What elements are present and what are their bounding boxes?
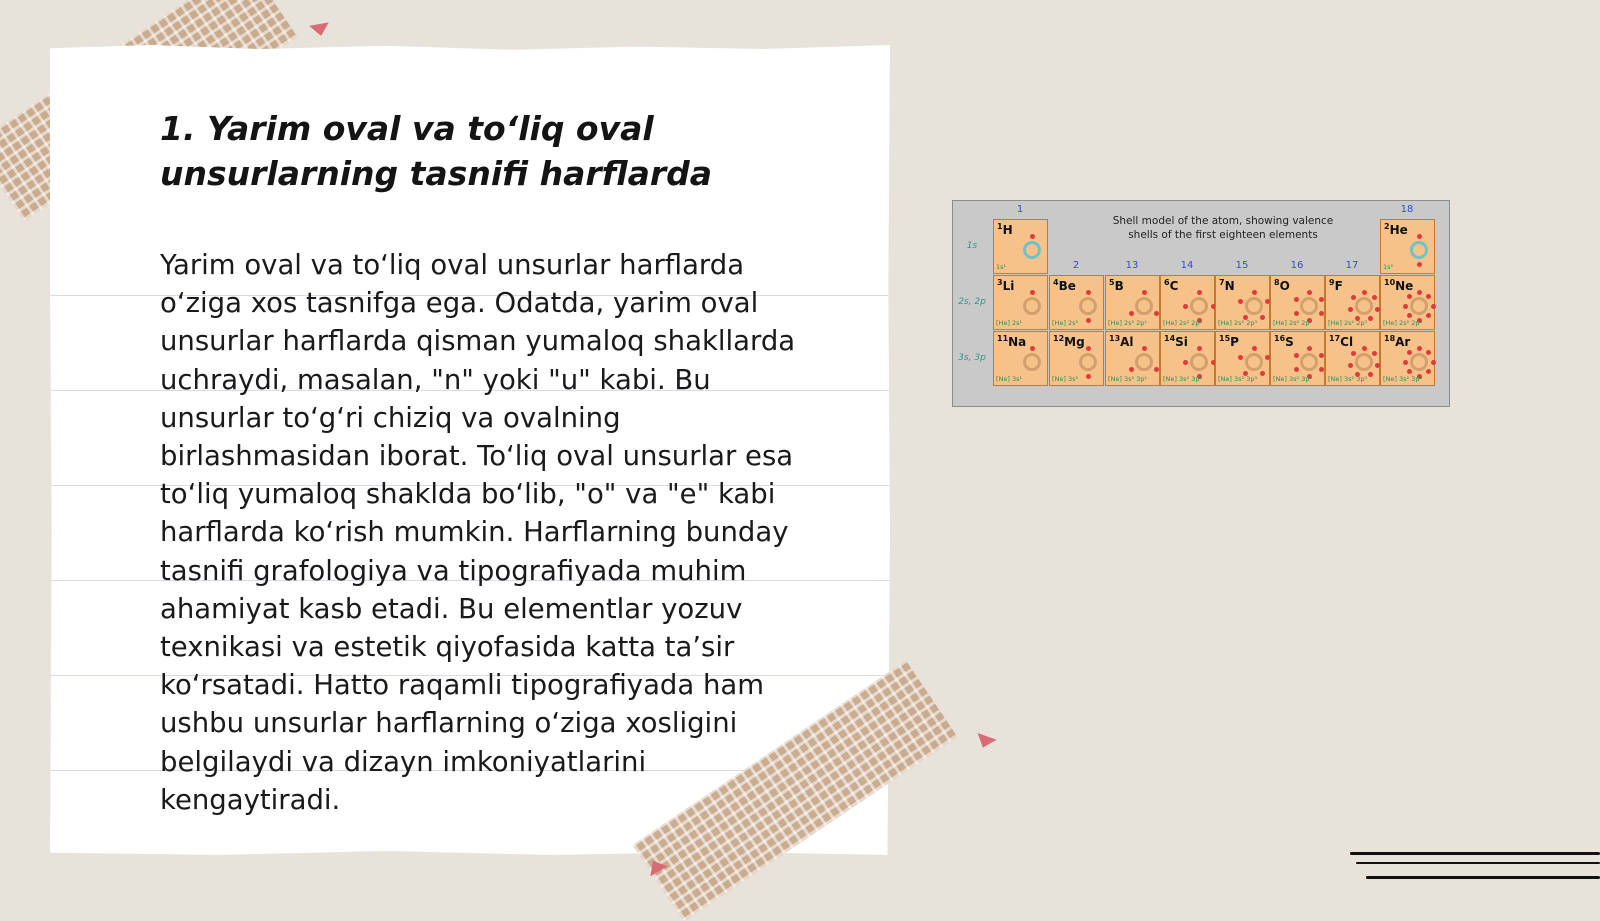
valence-electron-dot [1030,234,1035,239]
element-cell [1049,331,1104,386]
element-symbol: $^{17}$Cl [1329,334,1354,349]
element-symbol: $^{15}$P [1219,334,1239,349]
electron-configuration: [He] 2s² 2p⁴ [1273,319,1313,327]
valence-electron-dot [1431,304,1436,309]
valence-electron-dot [1319,367,1324,372]
valence-electron-dot [1086,318,1091,323]
inner-shell-ring [1023,297,1041,315]
valence-electron-dot [1426,350,1431,355]
valence-electron-dot [1407,294,1412,299]
valence-electron-dot [1362,290,1367,295]
group-number-label: 18 [1400,204,1414,215]
valence-electron-dot [1294,367,1299,372]
valence-electron-dot [1154,311,1159,316]
element-symbol: $^9$F [1329,278,1343,293]
element-symbol: $^{18}$Ar [1384,334,1411,349]
valence-electron-dot [1348,307,1353,312]
element-cell [1160,331,1215,386]
valence-electron-dot [1238,299,1243,304]
inner-shell-ring [1079,353,1097,371]
valence-electron-dot [1426,369,1431,374]
valence-electron-dot [1407,350,1412,355]
valence-electron-dot [1368,316,1373,321]
electron-configuration: [Ne] 3s² 3p⁴ [1273,375,1313,383]
valence-electron-dot [1403,360,1408,365]
inner-shell-ring [1410,241,1428,259]
electron-configuration: [Ne] 3s¹ [996,375,1023,383]
valence-electron-dot [1407,369,1412,374]
element-symbol: $^7$N [1219,278,1235,293]
inner-shell-ring [1190,297,1208,315]
valence-electron-dot [1086,374,1091,379]
element-cell [993,275,1048,330]
element-cell [1270,331,1325,386]
electron-configuration: [He] 2s² 2p³ [1218,319,1258,327]
valence-electron-dot [1319,311,1324,316]
decorative-stroke [1356,862,1600,864]
valence-electron-dot [1307,290,1312,295]
element-cell [1215,331,1270,386]
element-symbol: $^{16}$S [1274,334,1294,349]
inner-shell-ring [1300,297,1318,315]
valence-electron-dot [1183,360,1188,365]
element-symbol: $^8$O [1274,278,1290,293]
electron-configuration: [He] 2s² 2p¹ [1108,319,1148,327]
periodic-shell-figure [952,200,1450,407]
valence-electron-dot [1426,294,1431,299]
valence-electron-dot [1368,372,1373,377]
valence-electron-dot [1431,360,1436,365]
valence-electron-dot [1319,353,1324,358]
group-number-label: 15 [1235,260,1249,271]
valence-electron-dot [1417,262,1422,267]
valence-electron-dot [1417,346,1422,351]
inner-shell-ring [1355,297,1373,315]
element-cell [1105,275,1160,330]
valence-electron-dot [1426,313,1431,318]
inner-shell-ring [1135,353,1153,371]
electron-configuration: 1s¹ [996,263,1007,271]
element-symbol: $^{13}$Al [1109,334,1134,349]
electron-configuration: [Ne] 3s² 3p² [1163,375,1203,383]
element-cell [1270,275,1325,330]
electron-configuration: [He] 2s² 2p⁵ [1328,319,1368,327]
element-symbol: $^1$H [997,222,1013,237]
valence-electron-dot [1197,346,1202,351]
valence-electron-dot [1294,353,1299,358]
valence-electron-dot [1362,346,1367,351]
electron-configuration: [Ne] 3s² 3p⁵ [1328,375,1368,383]
valence-electron-dot [1252,290,1257,295]
element-cell [993,219,1048,274]
pin-marker [309,22,331,37]
group-number-label: 16 [1290,260,1304,271]
inner-shell-ring [1410,353,1428,371]
electron-configuration: [Ne] 3s² [1052,375,1079,383]
group-number-label: 2 [1072,260,1080,271]
electron-configuration: [Ne] 3s² 3p¹ [1108,375,1148,383]
element-symbol: $^4$Be [1053,278,1076,293]
inner-shell-ring [1023,353,1041,371]
element-cell [993,331,1048,386]
valence-electron-dot [1252,346,1257,351]
valence-electron-dot [1238,355,1243,360]
element-symbol: $^{12}$Mg [1053,334,1085,349]
valence-electron-dot [1086,346,1091,351]
electron-configuration: [He] 2s¹ [996,319,1023,327]
element-symbol: $^6$C [1164,278,1179,293]
inner-shell-ring [1135,297,1153,315]
figure-caption: Shell model of the atom, showing valence shells of the first eighteen elements [1112,215,1334,241]
inner-shell-ring [1079,297,1097,315]
element-symbol: $^2$He [1384,222,1408,237]
valence-electron-dot [1183,304,1188,309]
valence-electron-dot [1030,346,1035,351]
element-cell [1215,275,1270,330]
slide-title: 1. Yarim oval va to‘liq oval unsurlarning tasnifi harflarda [160,109,713,193]
inner-shell-ring [1245,353,1263,371]
element-cell [1325,331,1380,386]
group-number-label: 13 [1125,260,1139,271]
slide-body-text: Yarim oval va to‘liq oval unsurlar harflarda o‘ziga xos tasnifga ega. Odatda, yarim oval unsurlar harflarda qisman yumaloq shakllarda uchraydi, masalan, "n" yoki "u" kabi. Bu unsurlar to‘g‘ri chiziq va ovalning birlashmasidan iborat. To‘liq oval unsurlar esa to‘liq yumaloq shaklda bo‘lib, "o" va "e" kabi harflarda ko‘rish mumkin. Harflarning bunday tasnifi grafologiya va tipografiyada muhim ahamiyat kasb etadi. Bu elementlar yozuv texnikasi va estetik qiyofasida katta ta’sir ko‘rsatadi. Hatto raqamli tipografiyada ham ushbu unsurlar harflarning o‘ziga xosligini belgilaydi va dizayn imkoniyatlarini kengaytiradi. [160,249,796,816]
valence-electron-dot [1129,311,1134,316]
pin-marker [974,733,997,751]
element-cell [1380,275,1435,330]
valence-electron-dot [1142,290,1147,295]
electron-configuration: 1s² [1383,263,1394,271]
valence-electron-dot [1348,363,1353,368]
shell-label: 2s, 2p [958,297,986,307]
element-symbol: $^{14}$Si [1164,334,1188,349]
shell-label: 3s, 3p [958,353,986,363]
inner-shell-ring [1300,353,1318,371]
valence-electron-dot [1294,311,1299,316]
valence-electron-dot [1307,346,1312,351]
group-number-label: 1 [1016,204,1024,215]
group-number-label: 17 [1345,260,1359,271]
inner-shell-ring [1190,353,1208,371]
element-cell [1160,275,1215,330]
valence-electron-dot [1403,304,1408,309]
electron-configuration: [Ne] 3s² 3p⁶ [1383,375,1423,383]
inner-shell-ring [1355,353,1373,371]
inner-shell-ring [1410,297,1428,315]
group-number-label: 14 [1180,260,1194,271]
valence-electron-dot [1154,367,1159,372]
shell-label: 1s [966,241,978,251]
element-symbol: $^3$Li [997,278,1015,293]
decorative-stroke [1366,876,1600,879]
valence-electron-dot [1372,351,1377,356]
valence-electron-dot [1351,295,1356,300]
element-symbol: $^{10}$Ne [1384,278,1414,293]
element-symbol: $^{11}$Na [997,334,1027,349]
valence-electron-dot [1197,290,1202,295]
element-cell [1325,275,1380,330]
decorative-stroke [1350,852,1600,855]
valence-electron-dot [1142,346,1147,351]
element-cell [1105,331,1160,386]
valence-electron-dot [1417,290,1422,295]
valence-electron-dot [1372,295,1377,300]
element-symbol: $^5$B [1109,278,1124,293]
valence-electron-dot [1260,315,1265,320]
element-cell [1380,331,1435,386]
valence-electron-dot [1351,351,1356,356]
valence-electron-dot [1260,371,1265,376]
valence-electron-dot [1407,313,1412,318]
inner-shell-ring [1245,297,1263,315]
element-cell [1380,219,1435,274]
valence-electron-dot [1294,297,1299,302]
inner-shell-ring [1023,241,1041,259]
valence-electron-dot [1319,297,1324,302]
electron-configuration: [He] 2s² 2p² [1163,319,1203,327]
valence-electron-dot [1417,234,1422,239]
element-cell [1049,275,1104,330]
valence-electron-dot [1129,367,1134,372]
electron-configuration: [He] 2s² 2p⁶ [1383,319,1423,327]
electron-configuration: [He] 2s² [1052,319,1079,327]
electron-configuration: [Ne] 3s² 3p³ [1218,375,1258,383]
valence-electron-dot [1086,290,1091,295]
valence-electron-dot [1030,290,1035,295]
